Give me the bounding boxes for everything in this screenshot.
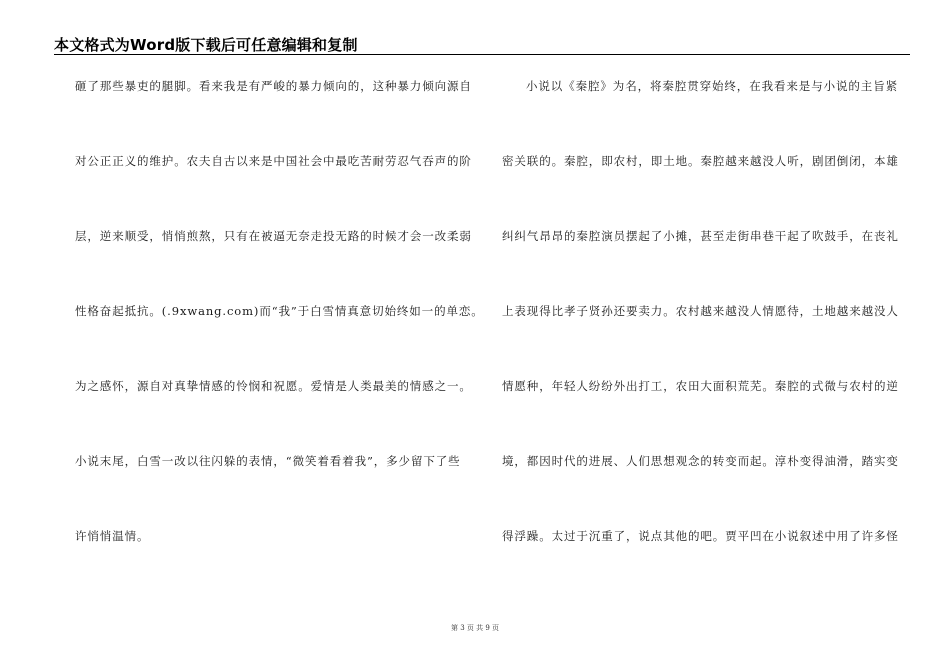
right-line-1: 小说以《秦腔》为名，将秦腔贯穿始终，在我看来是与小说的主旨紧	[526, 79, 898, 93]
right-line-5: 情愿种，年轻人纷纷外出打工，农田大面积荒芜。秦腔的式微与农村的逆	[502, 379, 899, 393]
header-divider	[54, 54, 910, 55]
left-line-4: 性格奋起抵抗。(.9xwang.com)而“我”于白雪情真意切始终如一的单恋。	[75, 304, 484, 318]
right-line-7: 得浮躁。太过于沉重了，说点其他的吧。贾平凹在小说叙述中用了许多怪	[502, 529, 899, 543]
left-text-column	[75, 78, 484, 603]
right-line-2: 密关联的。秦腔，即农村，即土地。秦腔越来越没人听，剧团倒闭，本雄	[502, 154, 899, 168]
left-line-2: 对公正正义的维护。农夫自古以来是中国社会中最吃苦耐劳忍气吞声的阶	[75, 154, 472, 168]
left-line-5: 为之感怀，源自对真挚情感的怜悯和祝愿。爱情是人类最美的情感之一。	[75, 379, 472, 393]
left-line-1: 砸了那些暴吏的腿脚。看来我是有严峻的暴力倾向的，这种暴力倾向源自	[75, 79, 472, 93]
right-line-3: 纠纠气昂昂的秦腔演员摆起了小摊，甚至走街串巷干起了吹鼓手，在丧礼	[502, 229, 899, 243]
page-number-footer: 第 3 页 共 9 页	[450, 624, 500, 632]
document-header-title: 本文格式为Word版下载后可任意编辑和复制	[54, 36, 358, 54]
right-text-column	[502, 78, 899, 603]
right-line-4: 上表现得比孝子贤孙还要卖力。农村越来越没人情愿待，土地越来越没人	[502, 304, 899, 318]
left-line-3: 层，逆来顺受，悄悄煎熬，只有在被逼无奈走投无路的时候才会一改柔弱	[75, 229, 472, 243]
right-line-6: 境，都因时代的进展、人们思想观念的转变而起。淳朴变得油滑，踏实变	[502, 454, 899, 468]
left-line-6: 小说末尾，白雪一改以往闪躲的表情，“微笑着看着我”，多少留下了些	[75, 454, 461, 468]
left-line-7: 许悄悄温情。	[75, 529, 150, 543]
